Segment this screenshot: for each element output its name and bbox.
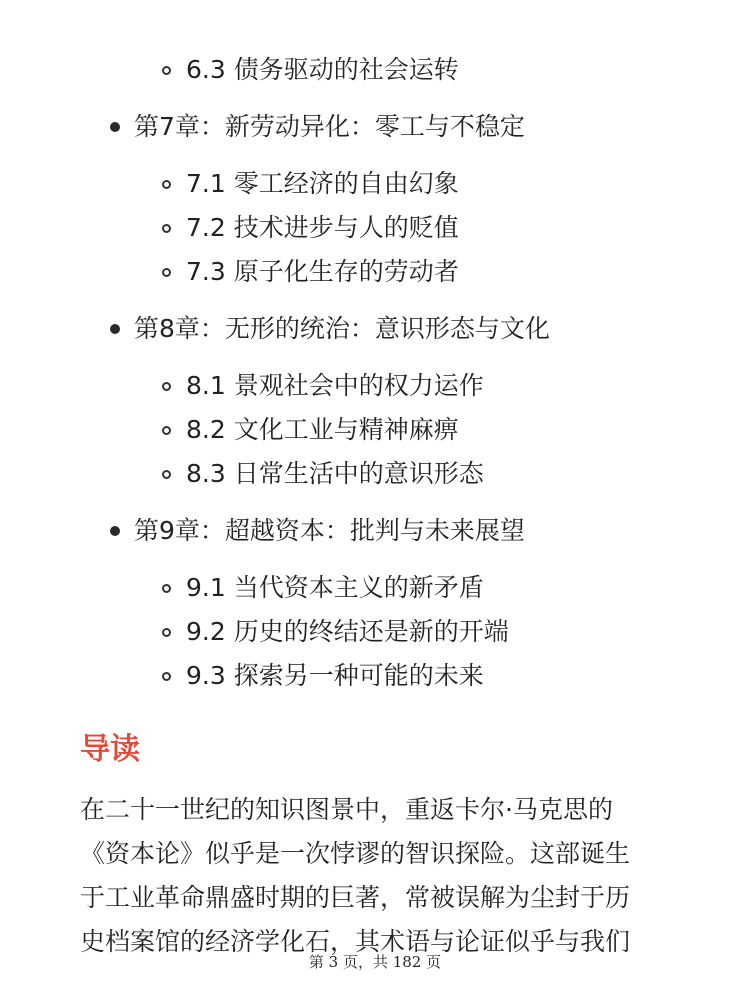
circle-bullet-icon (162, 224, 171, 233)
paragraph-line: 在二十一世纪的知识图景中，重返卡尔·马克思的 (80, 795, 613, 824)
toc-section-label: 8.3 日常生活中的意识形态 (186, 459, 484, 488)
bullet-dot-icon (110, 324, 120, 334)
toc-section-8-1[interactable] (162, 366, 484, 406)
toc-section-8-3[interactable] (162, 454, 484, 494)
toc-section-9-1[interactable] (162, 568, 484, 608)
toc-section-label: 9.3 探索另一种可能的未来 (186, 661, 484, 690)
page-number-footer: 第 3 页，共 182 页 (308, 953, 442, 971)
toc-section-7-1[interactable] (162, 164, 459, 204)
circle-bullet-icon (162, 672, 171, 681)
bullet-dot-icon (110, 526, 120, 536)
paragraph-line: 《资本论》似乎是一次悖谬的智识探险。这部诞生 (80, 839, 631, 868)
circle-bullet-icon (162, 426, 171, 435)
section-heading-intro: 导读 (80, 732, 140, 767)
toc-section-9-3[interactable] (162, 656, 484, 696)
circle-bullet-icon (162, 180, 171, 189)
toc-chapter-7[interactable] (110, 107, 525, 147)
toc-chapter-9[interactable] (110, 511, 525, 551)
toc-section-6-3[interactable] (162, 50, 459, 90)
toc-chapter-label: 第8章：无形的统治：意识形态与文化 (134, 314, 550, 343)
paragraph-line: 史档案馆的经济学化石，其术语与论证似乎与我们 (80, 927, 631, 956)
circle-bullet-icon (162, 268, 171, 277)
circle-bullet-icon (162, 628, 171, 637)
toc-section-9-2[interactable] (162, 612, 509, 652)
toc-section-label: 7.3 原子化生存的劳动者 (186, 257, 459, 286)
toc-section-7-3[interactable] (162, 252, 459, 292)
circle-bullet-icon (162, 470, 171, 479)
circle-bullet-icon (162, 66, 171, 75)
toc-chapter-label: 第9章：超越资本：批判与未来展望 (134, 516, 525, 545)
toc-section-label: 9.1 当代资本主义的新矛盾 (186, 573, 484, 602)
circle-bullet-icon (162, 382, 171, 391)
bullet-dot-icon (110, 122, 120, 132)
toc-section-label: 8.1 景观社会中的权力运作 (186, 371, 484, 400)
toc-section-label: 8.2 文化工业与精神麻痹 (186, 415, 459, 444)
paragraph-line: 于工业革命鼎盛时期的巨著，常被误解为尘封于历 (80, 883, 631, 912)
toc-section-label: 9.2 历史的终结还是新的开端 (186, 617, 509, 646)
toc-section-label: 6.3 债务驱动的社会运转 (186, 55, 459, 84)
toc-section-label: 7.2 技术进步与人的贬值 (186, 213, 459, 242)
toc-chapter-8[interactable] (110, 309, 550, 349)
toc-section-label: 7.1 零工经济的自由幻象 (186, 169, 459, 198)
toc-chapter-label: 第7章：新劳动异化：零工与不稳定 (134, 112, 525, 141)
toc-section-7-2[interactable] (162, 208, 459, 248)
toc-section-8-2[interactable] (162, 410, 459, 450)
circle-bullet-icon (162, 584, 171, 593)
intro-paragraph (80, 788, 680, 964)
